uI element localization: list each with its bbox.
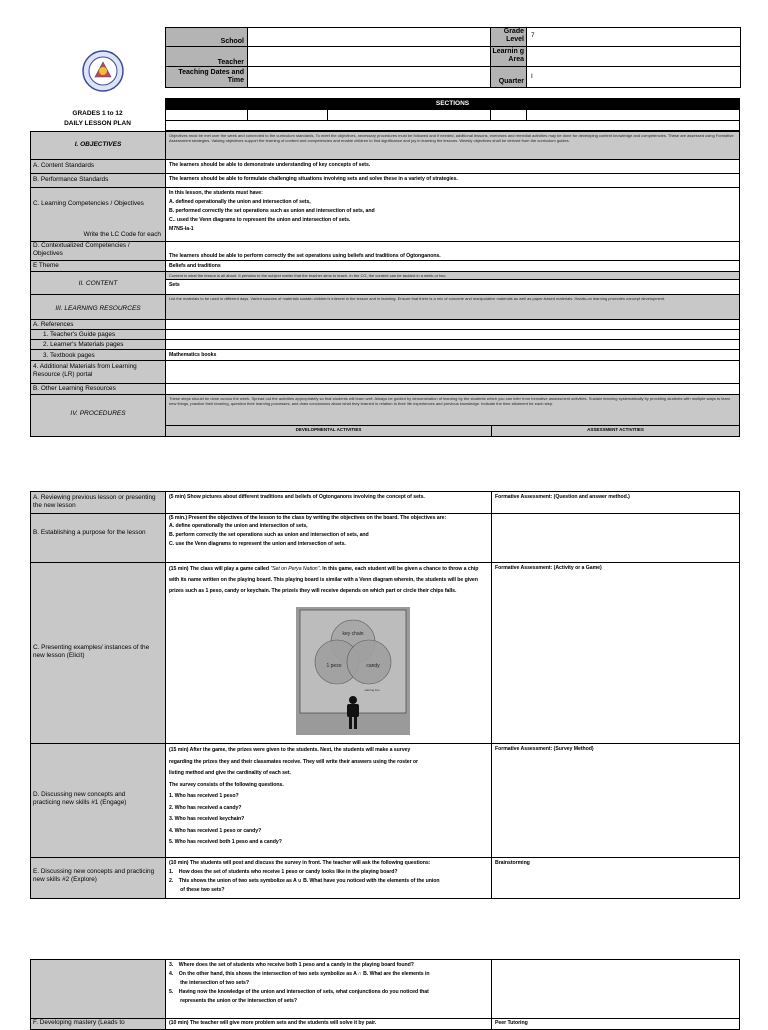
venn-starting-line-label: starting line xyxy=(364,688,380,692)
reference-item-label: 4. Additional Materials from Learning Resource (LR) portal xyxy=(33,363,137,378)
row-e-line: 2. This shows the union of two sets symbolize as A ∪ B. What have you noticed with the elements of the union xyxy=(169,878,440,884)
reference-item-label: 1. Teacher's Guide pages xyxy=(43,331,116,338)
learning-resources-text: List the materials to be used in different days. Varied sources of materials sustain children's interest in the lesson and in learning. Ensure that there is a mix of concrete and manipulative materials as well as paper-based materials. Hands-on learning promotes concept development. xyxy=(169,296,666,301)
row-f-text: (10 min) The teacher will give more problem sets and the students will solve it by pair. xyxy=(169,1020,377,1026)
page3-line: 5. Having now the knowledge of the union and intersection of sets, what conjunctions do you noticed that xyxy=(169,989,429,995)
procedures-label: IV. PROCEDURES xyxy=(70,410,126,417)
plan-title-dlp: DAILY LESSON PLAN xyxy=(64,120,131,127)
competency-line: B. performed correctly the set operations such as union and intersection of sets, and xyxy=(169,208,375,214)
school-label: School xyxy=(220,38,244,45)
row-d-line: regarding the prizes they and their classmates receive. They will write their answers using the roster or xyxy=(169,758,419,765)
row-d-line: 2. Who has received a candy? xyxy=(169,804,242,811)
venn-label-keychain: key chain xyxy=(342,631,364,637)
grade-level-label: Grade Level xyxy=(503,28,524,43)
contextualized-label: D. Contextualized Competencies / Objectives xyxy=(33,242,130,257)
row-d-line: 4. Who has received 1 peso or candy? xyxy=(169,827,262,834)
content-standards-text: The learners should be able to demonstrate understanding of key concepts of sets. xyxy=(169,162,371,168)
reference-item-label: 3. Textbook pages xyxy=(43,352,95,359)
deped-seal-icon xyxy=(82,50,124,92)
developmental-activities-header: DEVELOPMENTAL ACTIVITIES xyxy=(165,425,492,437)
row-e-label: E. Discussing new concepts and practicing new skills #2 (Explore) xyxy=(33,868,155,883)
theme-text: Beliefs and traditions xyxy=(169,263,221,269)
content-note: Content is what the lesson is all about. It pertains to the subject matter that the teacher aims to teach. In the CG, the content can be tackled in a week or two. xyxy=(169,273,447,278)
page3-line: represents the union or the intersection of sets? xyxy=(169,998,298,1004)
references-label: A. References xyxy=(33,321,74,328)
page3-line: 3. Where does the set of students who receive both 1 peso and a candy in the playing board found? xyxy=(169,962,414,968)
teacher-label: Teacher xyxy=(217,59,244,66)
row-a-assessment: Formative Assessment: (Question and answer method.) xyxy=(495,494,630,500)
row-d-line: 1. Who has received 1 peso? xyxy=(169,793,239,799)
contextualized-text: The learners should be able to perform correctly the set operations using beliefs and traditions of Ogtonganons. xyxy=(169,253,441,259)
competency-line: A. defined operationally the union and intersection of sets, xyxy=(169,199,311,205)
performance-standards-text: The learners should be able to formulate challenging situations involving sets and solve these in a variety of strategies. xyxy=(169,176,458,182)
row-b-line: B. perform correctly the set operations such as union and intersection of sets, and xyxy=(169,532,369,538)
reference-item-label: 2. Learner's Materials pages xyxy=(43,341,124,348)
quarter-label: Quarter xyxy=(498,78,524,85)
game-name: "Set on Perya Nation" xyxy=(270,566,320,572)
content-standards-label: A. Content Standards xyxy=(33,162,95,169)
content-label: II. CONTENT xyxy=(78,280,118,287)
other-resources-label: B. Other Learning Resources xyxy=(33,385,116,392)
row-c-text: (15 min) The class will play a game called "Set on Perya Nation". In this game, each student will be given a chance to throw a chip with its name written on the playing board. This playing board is similar with a Venn diagram wherein, the students will be given prizes such as 1 peso, candy or keychain. The prize/s they will receive depends on which part or circle their chips falls. xyxy=(169,566,479,594)
assessment-activities-header: ASSESSMENT ACTIVITIES xyxy=(491,425,740,437)
row-a-text: (5 min) Show pictures about different traditions and beliefs of Ogtonganons involving the concept of sets. xyxy=(169,494,425,500)
row-e-line: (10 min) The students will post and discuss the survey in front. The teacher will ask the following questions: xyxy=(169,860,431,866)
row-d-assessment: Formative Assessment: (Survey Method) xyxy=(495,746,594,752)
lc-code: M7NS-Ia-1 xyxy=(169,226,194,232)
competency-line: C.. used the Venn diagrams to represent the union and intersection of sets. xyxy=(169,217,351,223)
competencies-sublabel: Write the LC Code for each xyxy=(83,231,161,238)
row-e-assessment: Brainstorming xyxy=(495,860,530,866)
row-d-line: listing method and give the cardinality of each set. xyxy=(169,770,291,776)
learning-area-label: Learnin g Area xyxy=(492,48,524,63)
row-d-line: (15 min) After the game, the prizes were given to the students. Next, the students will make a survey xyxy=(169,747,411,753)
row-f-assessment: Peer Tutoring xyxy=(495,1020,528,1026)
row-e-line: 1. How does the set of students who receive 1 peso or candy looks like in the playing board? xyxy=(169,869,398,875)
row-b-label: B. Establishing a purpose for the lesson xyxy=(33,529,146,536)
row-b-line: (5 min.) Present the objectives of the lesson to the class by writing the objectives on the board. The objectives are: xyxy=(169,515,447,521)
row-d-line: The survey consists of the following questions. xyxy=(169,781,284,788)
content-text: Sets xyxy=(169,282,180,288)
venn-label-candy: candy xyxy=(366,663,380,669)
quarter-value: I xyxy=(531,73,533,80)
row-b-line: A. define operationally the union and intersection of sets, xyxy=(169,523,308,529)
row-a-label: A. Reviewing previous lesson or presenting the new lesson xyxy=(33,494,156,509)
row-b-line: C. use the Venn diagrams to represent the union and intersection of sets. xyxy=(169,541,346,547)
competency-line: In this lesson, the students must have: xyxy=(169,190,263,196)
competencies-label: C. Learning Competencies / Objectives xyxy=(33,200,144,207)
row-f-label: F. Developing mastery (Leads to xyxy=(33,1019,125,1026)
sections-header: SECTIONS xyxy=(165,98,740,110)
objectives-text: Objectives must be met over the week and connected to the curriculum standards. To meet the objectives, necessary procedures must be followed and if needed, additional lessons, exercises and remedial activities may be done for developing content knowledge and competencies. These are assessed using Formative Assessment strategies. Valuing objectives support the learning of content and competencies and enable children to find significance and joy in learning the lessons. Weekly objectives shall be derived from the curriculum guides. xyxy=(169,133,734,144)
plan-title-grades: GRADES 1 to 12 xyxy=(72,110,123,117)
row-d-label: D. Discussing new concepts and practicing new skills #1 (Engage) xyxy=(33,791,127,806)
page3-line: 4. On the other hand, this shows the intersection of two sets symbolize as A ∩ B. What are the elements in xyxy=(169,971,430,977)
objectives-label: I. OBJECTIVES xyxy=(74,141,122,148)
venn-circle-candy xyxy=(347,640,391,684)
row-e-line: of these two sets? xyxy=(169,887,225,893)
grade-level-value: 7 xyxy=(531,32,535,39)
row-c-label: C. Presenting examples/ instances of the new lesson (Elicit) xyxy=(33,644,150,659)
row-d-line: 3. Who has received keychain? xyxy=(169,816,245,822)
venn-label-peso: 1 peso xyxy=(326,663,342,669)
performance-standards-label: B. Performance Standards xyxy=(33,176,109,183)
theme-label: E Theme xyxy=(33,262,59,269)
row-d-line: 5. Who has received both 1 peso and a candy? xyxy=(169,839,282,845)
venn-playing-board-image xyxy=(296,607,410,735)
reference-item-value: Mathematics books xyxy=(169,352,217,358)
learning-resources-label: III. LEARNING RESOURCES xyxy=(55,305,141,312)
row-c-assessment: Formative Assessment: (Activity or a Game) xyxy=(495,565,602,571)
page3-line: the intersection of two sets? xyxy=(169,980,250,986)
procedures-text: These steps should be done across the week. Spread out the activities appropriately so that students will learn well. Always be guided by demonstration of learning by the students which you can infer from formative assessment activities. Sustain learning systematically by providing students with multiple ways to learn new things, practice their learning, question their learning processes, and draw conclusions about what they learned in relation to their life experiences and previous knowledge. Indicate the time allotment for each step. xyxy=(169,396,731,407)
dates-label: Teaching Dates and Time xyxy=(178,69,244,84)
